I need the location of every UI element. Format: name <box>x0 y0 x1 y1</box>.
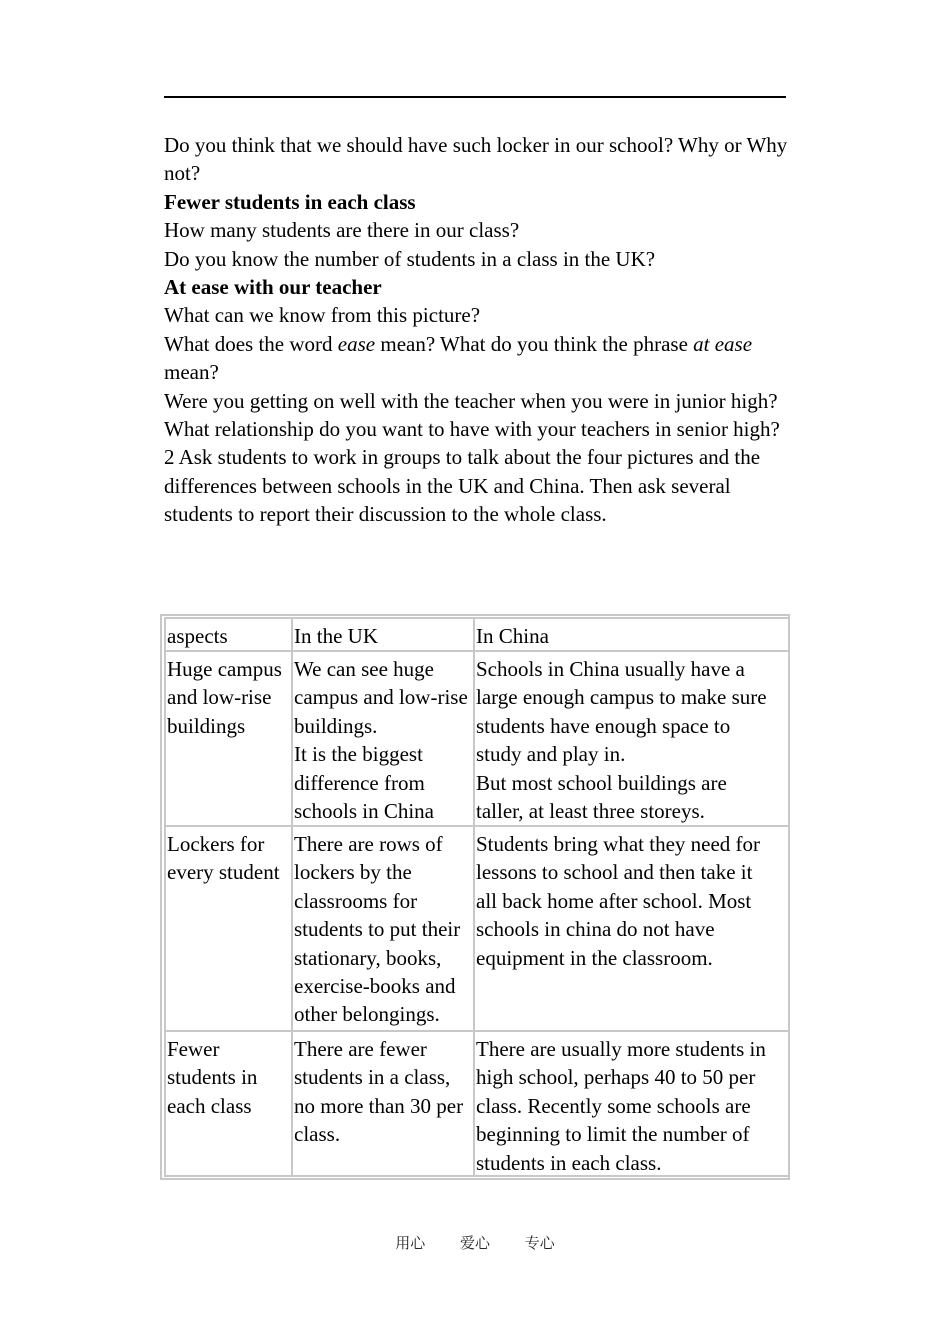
cell-text <box>167 655 282 740</box>
text-run: Do you know the number of students in a class in the UK? <box>164 246 656 271</box>
cell-line: classrooms for <box>294 888 418 913</box>
cell-text <box>167 622 228 650</box>
cell-line: other belongings. <box>294 1002 440 1027</box>
cell-line: beginning to limit the number of <box>476 1122 750 1147</box>
section-heading <box>164 188 794 216</box>
table-header-cell <box>164 617 293 652</box>
paragraph <box>164 415 794 443</box>
italic-term: ease <box>337 331 376 356</box>
table-header-row <box>164 617 786 652</box>
cell-line: no more than 30 per <box>294 1093 464 1118</box>
table-cell <box>291 825 475 1032</box>
cell-line: large enough campus to make sure <box>476 685 767 710</box>
cell-line: class. Recently some schools are <box>476 1093 751 1118</box>
cell-line: There are usually more students in <box>476 1037 766 1061</box>
paragraph <box>164 245 794 273</box>
text-run: mean? What do you think the phrase <box>375 331 694 356</box>
cell-line: each class <box>167 1093 252 1118</box>
cell-line: stationary, books, <box>294 945 442 970</box>
cell-line: every student <box>167 860 280 885</box>
cell-line: Huge campus <box>167 657 282 681</box>
table-row <box>164 825 786 1032</box>
cell-line: all back home after school. Most <box>476 888 752 913</box>
table-cell <box>473 650 790 827</box>
cell-line: In China <box>476 624 549 648</box>
text-run: At ease with our teacher <box>164 275 382 300</box>
cell-line: students to put their <box>294 917 461 942</box>
cell-line: But most school buildings are <box>476 770 727 795</box>
cell-text <box>167 830 280 887</box>
paragraph <box>164 301 794 329</box>
cell-text <box>476 655 767 825</box>
cell-text <box>167 1035 257 1120</box>
cell-line: equipment in the classroom. <box>476 945 713 970</box>
paragraph <box>164 387 794 415</box>
italic-term: at ease <box>693 331 753 356</box>
text-run: What can we know from this picture? <box>164 303 481 328</box>
cell-line: schools in China <box>294 799 434 824</box>
cell-text <box>476 830 760 972</box>
paragraph <box>164 131 794 188</box>
cell-line: Lockers for <box>167 832 265 856</box>
cell-line: students in each class. <box>476 1150 662 1175</box>
cell-line: In the UK <box>294 624 378 648</box>
cell-text <box>476 622 549 650</box>
cell-text <box>294 655 468 825</box>
cell-text <box>294 1035 463 1149</box>
cell-line: Fewer <box>167 1037 220 1061</box>
cell-line: aspects <box>167 624 228 648</box>
text-run: What relationship do you want to have with your teachers in senior high? <box>164 417 780 442</box>
text-run: mean? <box>164 360 219 385</box>
cell-line: We can see huge <box>294 657 434 681</box>
cell-line: buildings <box>167 713 246 738</box>
cell-line: campus and low-rise <box>294 685 468 710</box>
table-cell <box>164 825 293 1032</box>
cell-line: students in a class, <box>294 1065 451 1090</box>
footer-text: 专心 <box>524 1234 555 1252</box>
cell-text <box>294 830 460 1029</box>
table-cell <box>291 650 475 827</box>
cell-line: It is the biggest <box>294 742 423 767</box>
text-run: Were you getting on well with the teacher when you were in junior high? <box>164 388 778 413</box>
text-run: Do you think that we should have such locker in our school? Why or Why not? <box>164 133 788 186</box>
cell-text <box>294 622 378 650</box>
table-cell <box>164 650 293 827</box>
cell-line: buildings. <box>294 713 378 738</box>
page-footer <box>0 1232 950 1253</box>
cell-line: Schools in China usually have a <box>476 657 745 681</box>
comparison-table <box>160 614 790 1180</box>
table-header-cell <box>291 617 475 652</box>
cell-line: high school, perhaps 40 to 50 per <box>476 1065 756 1090</box>
table-row <box>164 1030 786 1177</box>
text-run: 2 Ask students to work in groups to talk about the four pictures and the differences between schools in the UK and China. Then ask several students to report their discussion to the whole class. <box>164 445 761 527</box>
text-run: How many students are there in our class? <box>164 218 520 243</box>
footer-text: 爱心 <box>459 1234 490 1252</box>
table-cell <box>473 1030 790 1177</box>
cell-line: Students bring what they need for <box>476 832 761 856</box>
paragraph <box>164 443 794 528</box>
cell-line: and low-rise <box>167 685 272 710</box>
cell-line: taller, at least three storeys. <box>476 799 705 824</box>
cell-line: class. <box>294 1122 341 1147</box>
paragraph <box>164 216 794 244</box>
cell-line: exercise-books and <box>294 974 456 999</box>
section-heading <box>164 273 794 301</box>
header-rule <box>164 96 786 98</box>
footer-text: 用心 <box>395 1234 426 1252</box>
table-row <box>164 650 786 827</box>
cell-line: difference from <box>294 770 425 795</box>
cell-line: lockers by the <box>294 860 412 885</box>
cell-line: students in <box>167 1065 258 1090</box>
cell-line: study and play in. <box>476 742 626 767</box>
table-cell <box>473 825 790 1032</box>
paragraph <box>164 330 794 387</box>
cell-line: schools in china do not have <box>476 917 715 942</box>
cell-line: There are rows of <box>294 832 443 856</box>
table-cell <box>164 1030 293 1177</box>
table-cell <box>291 1030 475 1177</box>
text-run: Fewer students in each class <box>164 189 416 214</box>
table-header-cell <box>473 617 790 652</box>
cell-line: students have enough space to <box>476 713 731 738</box>
cell-line: There are fewer <box>294 1037 427 1061</box>
document-body <box>164 131 794 529</box>
cell-line: lessons to school and then take it <box>476 860 753 885</box>
cell-text <box>476 1035 766 1177</box>
text-run: What does the word <box>164 331 338 356</box>
